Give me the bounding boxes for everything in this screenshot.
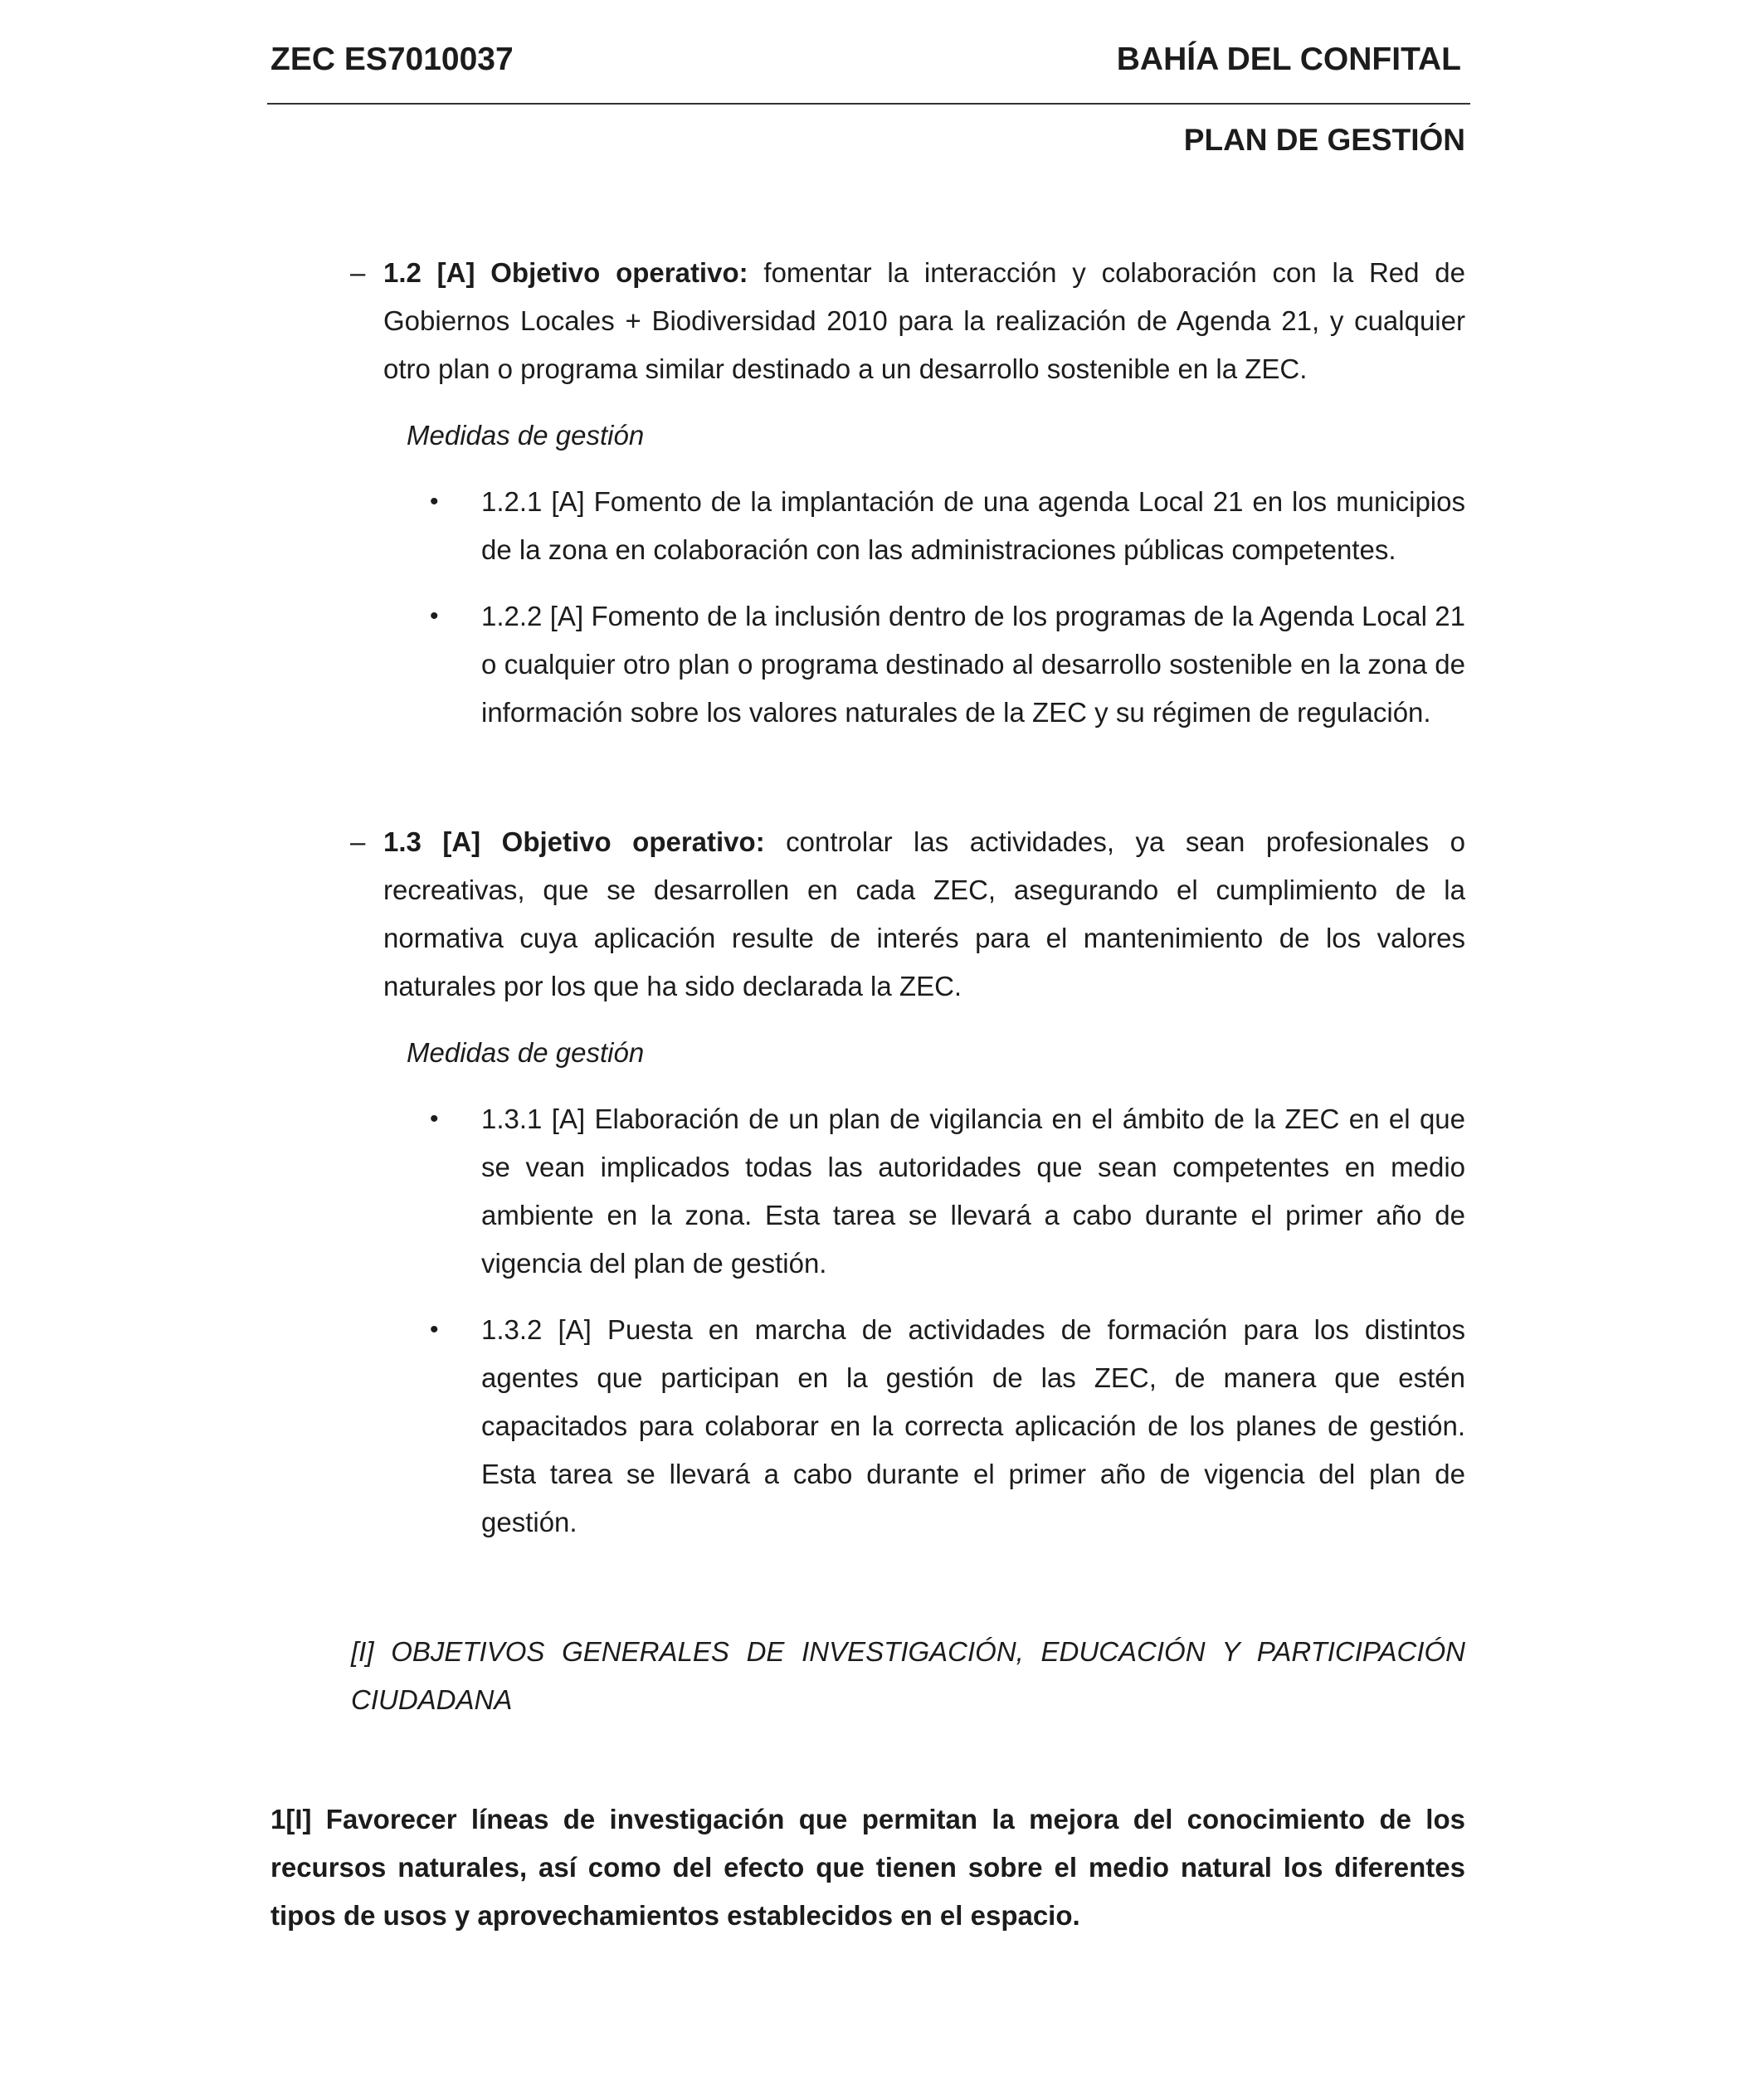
measure-text: 1.3.1 [A] Elaboración de un plan de vigilancia en el ámbito de la ZEC en el que se vean implicados todas las autoridades que sean competentes en medio ambiente en la zona. Esta tarea se llevará a cabo durante el primer año de vigencia del plan de gestión. bbox=[481, 1104, 1465, 1279]
header-divider bbox=[267, 103, 1470, 105]
bullet-marker: • bbox=[430, 1316, 439, 1343]
measure-text: 1.3.2 [A] Puesta en marcha de actividades de formación para los distintos agentes que participan en la gestión de las ZEC, de manera que estén capacitados para colaborar en la correcta aplicación de los planes de gestión. Esta tarea se llevará a cabo durante el primer año de vigencia del plan de gestión. bbox=[481, 1314, 1465, 1537]
measure-1-2-1 bbox=[430, 478, 1465, 574]
bullet-marker: • bbox=[430, 1105, 439, 1133]
header-subtitle: PLAN DE GESTIÓN bbox=[1183, 123, 1465, 157]
bullet-marker: • bbox=[430, 488, 439, 515]
measure-1-3-1 bbox=[430, 1095, 1465, 1288]
general-objective-1: 1[I] Favorecer líneas de investigación que permitan la mejora del conocimiento de los recursos naturales, así como del efecto que tienen sobre el medio natural los diferentes tipos de usos y aprovechamientos establecidos en el espacio. bbox=[270, 1804, 1465, 1931]
objective-text: fomentar la interacción y colaboración con la Red de Gobiernos Locales + Biodiversidad 2010 para la realización de Agenda 21, y cualquier otro plan o programa similar destinado a un desarrollo sostenible en la ZEC. bbox=[383, 257, 1465, 384]
objective-text: controlar las actividades, ya sean profesionales o recreativas, que se desarrollen en cada ZEC, asegurando el cumplimiento de la normativa cuya aplicación resulte de interés para el mantenimiento de los valores naturales por los que ha sido declarada la ZEC. bbox=[383, 826, 1465, 1001]
dash-marker: – bbox=[350, 826, 366, 857]
header-site-name: BAHÍA DEL CONFITAL bbox=[1116, 41, 1461, 77]
measure-1-3-2 bbox=[430, 1306, 1465, 1547]
bullet-marker: • bbox=[430, 602, 439, 630]
header-code: ZEC ES7010037 bbox=[270, 41, 514, 77]
objective-label: 1.3 [A] Objetivo operativo: bbox=[383, 826, 765, 857]
medidas-heading: Medidas de gestión bbox=[407, 420, 645, 451]
dash-marker: – bbox=[350, 257, 366, 288]
objective-label: 1.2 [A] Objetivo operativo: bbox=[383, 257, 748, 288]
measure-text: 1.2.2 [A] Fomento de la inclusión dentro de los programas de la Agenda Local 21 o cualquier otro plan o programa destinado al desarrollo sostenible en la zona de información sobre los valores naturales de la ZEC y su régimen de regulación. bbox=[481, 601, 1465, 728]
objective-1-3 bbox=[350, 818, 1465, 1011]
measure-text: 1.2.1 [A] Fomento de la implantación de una agenda Local 21 en los municipios de la zona en colaboración con las administraciones públicas competentes. bbox=[481, 486, 1465, 565]
general-objectives-heading: [I] OBJETIVOS GENERALES DE INVESTIGACIÓN, EDUCACIÓN Y PARTICIPACIÓN CIUDADANA bbox=[351, 1636, 1465, 1715]
objective-1-2 bbox=[350, 249, 1465, 393]
document-body bbox=[0, 249, 1764, 1940]
measure-1-2-2 bbox=[430, 592, 1465, 737]
medidas-heading: Medidas de gestión bbox=[407, 1037, 645, 1068]
